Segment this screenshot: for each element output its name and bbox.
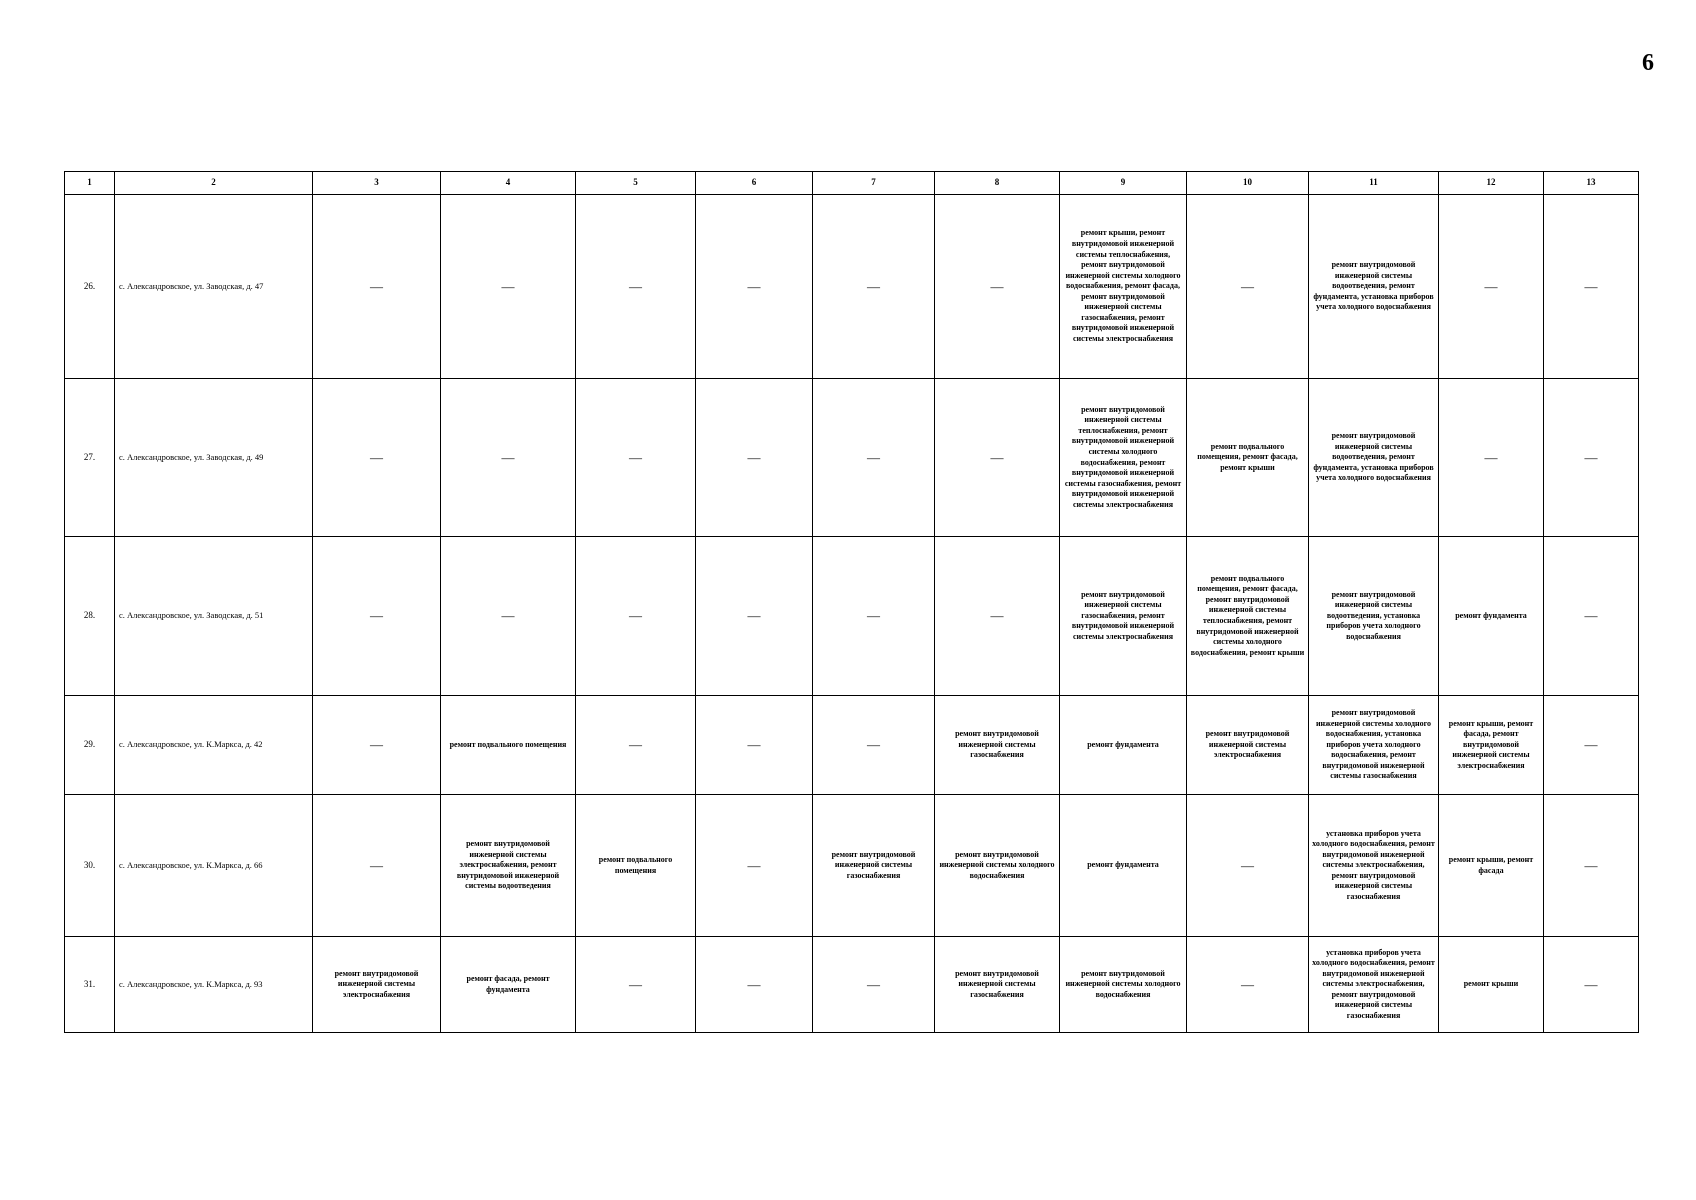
table-row [65,696,1639,795]
row-address: с. Александровское, ул. К.Маркса, д. 93 [115,937,313,1033]
col-header: 4 [441,172,576,195]
table-cell: — [1439,379,1544,537]
table-cell: — [813,379,935,537]
col-header: 11 [1309,172,1439,195]
table-cell: установка приборов учета холодного водоснабжения, ремонт внутридомовой инженерной системы электроснабжения, ремонт внутридомовой инженерной системы газоснабжения [1309,937,1439,1033]
table-cell: ремонт внутридомовой инженерной системы газоснабжения [813,795,935,937]
row-number: 28. [65,537,115,696]
table-cell: — [1439,195,1544,379]
table-cell: — [313,195,441,379]
column-number-row [65,172,1639,195]
table-cell: — [696,696,813,795]
table-cell: — [1187,795,1309,937]
table-cell: ремонт внутридомовой инженерной системы водоотведения, ремонт фундамента, установка приборов учета холодного водоснабжения [1309,379,1439,537]
row-number: 31. [65,937,115,1033]
table-cell: — [441,379,576,537]
table-cell: — [696,379,813,537]
table-cell: — [813,537,935,696]
table-cell: ремонт внутридомовой инженерной системы электроснабжения [1187,696,1309,795]
table-cell: — [576,696,696,795]
table-cell: ремонт внутридомовой инженерной системы холодного водоснабжения, установка приборов учета холодного водоснабжения, ремонт внутридомовой инженерной системы газоснабжения [1309,696,1439,795]
table-cell: — [576,379,696,537]
row-address: с. Александровское, ул. К.Маркса, д. 66 [115,795,313,937]
table-cell: ремонт подвального помещения [576,795,696,937]
table-cell: ремонт внутридомовой инженерной системы газоснабжения, ремонт внутридомовой инженерной системы электроснабжения [1060,537,1187,696]
col-header: 1 [65,172,115,195]
table-cell: — [696,537,813,696]
table-row [65,937,1639,1033]
table-cell: — [1544,195,1639,379]
table-row [65,537,1639,696]
table-row [65,195,1639,379]
col-header: 3 [313,172,441,195]
row-address: с. Александровское, ул. К.Маркса, д. 42 [115,696,313,795]
table-cell: — [441,537,576,696]
table-cell: — [576,937,696,1033]
row-number: 26. [65,195,115,379]
col-header: 12 [1439,172,1544,195]
col-header: 2 [115,172,313,195]
table-cell: ремонт внутридомовой инженерной системы теплоснабжения, ремонт внутридомовой инженерной системы холодного водоснабжения, ремонт внутридомовой инженерной системы газоснабжения, ремонт внутридомовой инженерной системы электроснабжения [1060,379,1187,537]
table-cell: — [696,937,813,1033]
col-header: 13 [1544,172,1639,195]
table-cell: ремонт внутридомовой инженерной системы газоснабжения [935,937,1060,1033]
table-cell: — [935,195,1060,379]
table-cell: — [1544,795,1639,937]
page-number: 6 [1642,50,1654,76]
col-header: 10 [1187,172,1309,195]
row-number: 29. [65,696,115,795]
table-cell: ремонт фасада, ремонт фундамента [441,937,576,1033]
table-cell: — [576,537,696,696]
row-address: с. Александровское, ул. Заводская, д. 51 [115,537,313,696]
table-cell: ремонт фундамента [1439,537,1544,696]
table-cell: — [313,379,441,537]
table-cell: ремонт внутридомовой инженерной системы электроснабжения, ремонт внутридомовой инженерной системы водоотведения [441,795,576,937]
table-cell: — [1544,696,1639,795]
table-cell: — [935,537,1060,696]
col-header: 9 [1060,172,1187,195]
table-cell: — [576,195,696,379]
table-cell: — [313,795,441,937]
repair-schedule-table [64,171,1639,1033]
table-cell: ремонт крыши [1439,937,1544,1033]
row-number: 30. [65,795,115,937]
table-row [65,379,1639,537]
table-row [65,795,1639,937]
table-cell: ремонт внутридомовой инженерной системы водоотведения, ремонт фундамента, установка приборов учета холодного водоснабжения [1309,195,1439,379]
table-cell: — [813,937,935,1033]
table-cell: ремонт крыши, ремонт фасада, ремонт внутридомовой инженерной системы электроснабжения [1439,696,1544,795]
table-cell: — [696,195,813,379]
row-address: с. Александровское, ул. Заводская, д. 47 [115,195,313,379]
table-cell: ремонт внутридомовой инженерной системы газоснабжения [935,696,1060,795]
row-number: 27. [65,379,115,537]
table-cell: ремонт крыши, ремонт внутридомовой инженерной системы теплоснабжения, ремонт внутридомовой инженерной системы холодного водоснабжения, ремонт фасада, ремонт внутридомовой инженерной системы газоснабжения, ремонт внутридомовой инженерной системы электроснабжения [1060,195,1187,379]
table-cell: — [1187,195,1309,379]
table-cell: ремонт внутридомовой инженерной системы холодного водоснабжения [1060,937,1187,1033]
table-cell: — [313,696,441,795]
table-cell: — [441,195,576,379]
table-cell: ремонт внутридомовой инженерной системы электроснабжения [313,937,441,1033]
col-header: 5 [576,172,696,195]
table-cell: ремонт крыши, ремонт фасада [1439,795,1544,937]
table-cell: ремонт фундамента [1060,795,1187,937]
table-cell: ремонт внутридомовой инженерной системы холодного водоснабжения [935,795,1060,937]
table-cell: — [1544,379,1639,537]
col-header: 7 [813,172,935,195]
table-cell: — [1544,537,1639,696]
table-cell: ремонт внутридомовой инженерной системы водоотведения, установка приборов учета холодного водоснабжения [1309,537,1439,696]
table-cell: ремонт фундамента [1060,696,1187,795]
table-cell: — [696,795,813,937]
table-cell: — [813,696,935,795]
table-cell: ремонт подвального помещения [441,696,576,795]
table-cell: — [313,537,441,696]
table-cell: — [813,195,935,379]
table-cell: — [1187,937,1309,1033]
table-cell: — [1544,937,1639,1033]
table-cell: установка приборов учета холодного водоснабжения, ремонт внутридомовой инженерной системы электроснабжения, ремонт внутридомовой инженерной системы газоснабжения [1309,795,1439,937]
col-header: 6 [696,172,813,195]
table-cell: — [935,379,1060,537]
table-cell: ремонт подвального помещения, ремонт фасада, ремонт крыши [1187,379,1309,537]
row-address: с. Александровское, ул. Заводская, д. 49 [115,379,313,537]
table-cell: ремонт подвального помещения, ремонт фасада, ремонт внутридомовой инженерной системы теплоснабжения, ремонт внутридомовой инженерной системы холодного водоснабжения, ремонт крыши [1187,537,1309,696]
col-header: 8 [935,172,1060,195]
